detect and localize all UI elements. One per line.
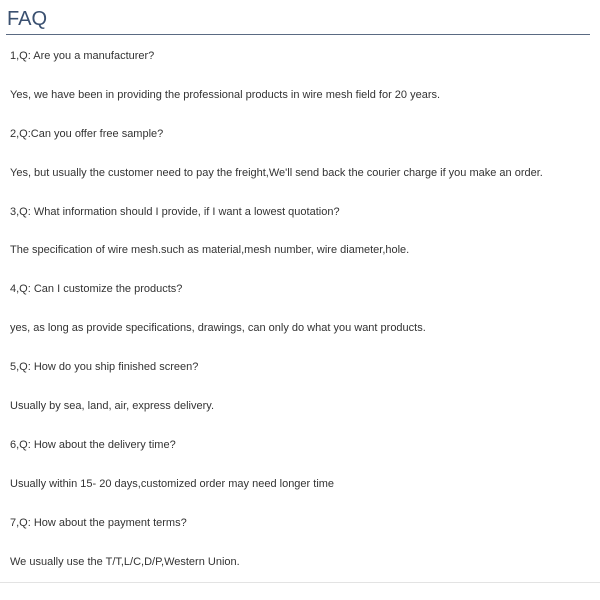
bottom-divider [0, 582, 600, 583]
faq-question-5: 5,Q: How do you ship finished screen? [10, 361, 199, 374]
faq-list [10, 48, 590, 592]
faq-question-3: 3,Q: What information should I provide, if I want a lowest quotation? [10, 205, 340, 218]
faq-answer-6: Usually within 15- 20 days,customized order may need longer time [10, 477, 335, 490]
faq-answer-7: We usually use the T/T,L/C,D/P,Western Union. [10, 555, 240, 568]
faq-answer-5: Usually by sea, land, air, express delivery. [10, 400, 214, 413]
page-title: FAQ [7, 8, 48, 30]
faq-question-4: 4,Q: Can I customize the products? [10, 283, 183, 296]
faq-answer-1: Yes, we have been in providing the professional products in wire mesh field for 20 years. [10, 88, 441, 101]
faq-question-7: 7,Q: How about the payment terms? [10, 516, 187, 529]
faq-answer-3: The specification of wire mesh.such as material,mesh number, wire diameter,hole. [10, 244, 410, 257]
faq-question-6: 6,Q: How about the delivery time? [10, 438, 176, 451]
faq-question-1: 1,Q: Are you a manufacturer? [10, 50, 155, 62]
faq-header [6, 6, 590, 35]
faq-answer-2: Yes, but usually the customer need to pay the freight,We'll send back the courier charge if you make an order. [10, 166, 543, 179]
faq-question-2: 2,Q:Can you offer free sample? [10, 127, 164, 140]
faq-answer-4: yes, as long as provide specifications, drawings, can only do what you want products. [10, 322, 426, 335]
